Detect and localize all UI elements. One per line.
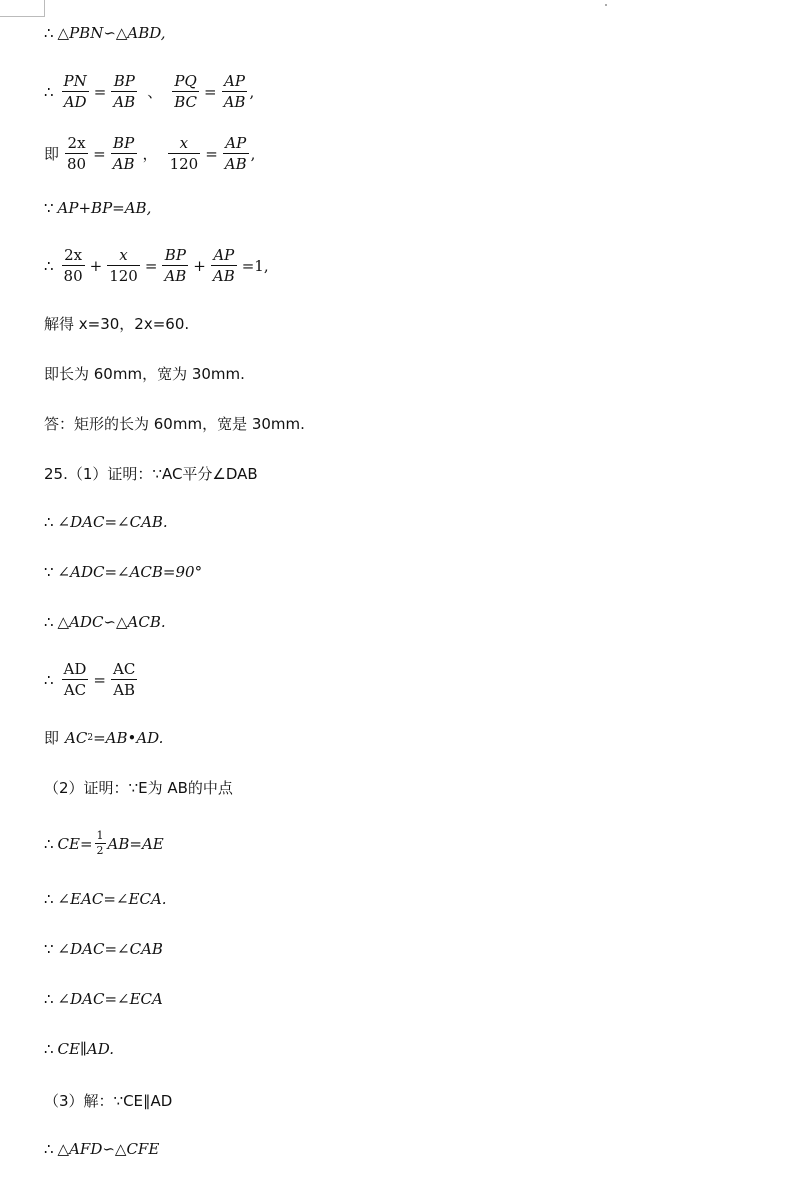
line-text: △ADC∽△ACB.: [57, 613, 166, 631]
fraction: [107, 246, 140, 285]
fraction: [62, 72, 89, 111]
numerator: BP: [113, 134, 135, 152]
solution-line: [44, 890, 167, 908]
therefore-symbol: ∴: [44, 24, 54, 42]
because-symbol: ∵: [44, 563, 54, 581]
answer-line: [44, 413, 305, 434]
numerator: BP: [113, 72, 135, 90]
problem-heading: [44, 463, 258, 484]
problem-heading: [44, 1090, 172, 1111]
fraction: [168, 134, 201, 173]
numerator: AP: [213, 246, 235, 264]
denominator: 80: [63, 267, 83, 285]
expr-part: AB=AE: [107, 834, 164, 853]
fraction: [111, 134, 137, 173]
line-text: （3）解：∵CE∥AD: [44, 1092, 173, 1110]
line-text: ∠DAC=∠ECA: [57, 990, 163, 1008]
fraction: [172, 72, 199, 111]
denominator: BC: [174, 93, 197, 111]
solution-line: [44, 727, 163, 748]
denominator: AB: [112, 155, 135, 173]
solution-line: [44, 199, 151, 217]
numerator: 2x: [67, 134, 86, 152]
numerator: BP: [164, 246, 186, 264]
fraction: [111, 72, 137, 111]
because-symbol: ∵: [44, 199, 54, 217]
expr-part: CE=: [57, 834, 93, 853]
numerator: PN: [63, 72, 87, 90]
plus-sign: +: [89, 256, 103, 275]
numerator: AP: [225, 134, 247, 152]
line-text: （2）证明：∵E为 AB的中点: [44, 779, 233, 797]
fraction: [95, 830, 106, 857]
because-symbol: ∵: [44, 940, 54, 958]
problem-heading: [44, 777, 233, 798]
therefore-symbol: ∴: [44, 513, 54, 531]
line-text: 解得 x=30，2x=60.: [44, 315, 190, 333]
therefore-symbol: ∴: [44, 990, 54, 1008]
page-corner-mark: [0, 0, 45, 17]
solution-line: [44, 363, 245, 384]
fraction: [62, 660, 89, 699]
numerator: AP: [224, 72, 245, 90]
therefore-symbol: ∴: [44, 670, 54, 689]
punctuation: ,: [249, 82, 255, 101]
equation-tail: =1,: [241, 256, 269, 275]
numerator: AC: [112, 660, 136, 678]
numerator: 2x: [64, 246, 83, 264]
equals-sign: =: [93, 670, 106, 689]
denominator: 2: [96, 844, 104, 857]
denominator: AB: [164, 267, 187, 285]
denominator: AD: [63, 93, 87, 111]
therefore-symbol: ∴: [44, 256, 54, 275]
denominator: AB: [113, 93, 136, 111]
solution-line: [44, 24, 166, 42]
plus-sign: +: [193, 256, 206, 275]
denominator: AB: [113, 681, 136, 699]
expr-part: AC: [65, 728, 88, 747]
solution-line: [44, 990, 163, 1008]
equals-sign: =: [205, 144, 218, 163]
numerator: PQ: [174, 72, 197, 90]
therefore-symbol: ∴: [44, 613, 54, 631]
exponent: 2: [87, 732, 94, 743]
lead-word: 即: [44, 145, 60, 163]
fraction: [62, 246, 85, 285]
denominator: 120: [109, 267, 138, 285]
line-text: ∠EAC=∠ECA.: [57, 890, 167, 908]
fraction: [223, 134, 249, 173]
fraction: [162, 246, 188, 285]
numerator: 1: [96, 829, 104, 842]
equals-sign: =: [93, 144, 106, 163]
line-text: ∠DAC=∠CAB.: [57, 513, 168, 531]
therefore-symbol: ∴: [44, 1040, 54, 1058]
solution-line: [44, 660, 139, 699]
therefore-symbol: ∴: [44, 1140, 54, 1158]
line-text: △AFD∽△CFE: [57, 1140, 160, 1158]
solution-line: [44, 613, 166, 631]
fraction: [65, 134, 88, 173]
denominator: 120: [169, 155, 199, 173]
punctuation: ,: [250, 144, 256, 163]
fraction: [211, 246, 237, 285]
solution-line: [44, 563, 202, 581]
line-text: 即长为 60mm，宽为 30mm.: [44, 365, 245, 383]
denominator: AB: [223, 93, 246, 111]
solution-line: [44, 940, 163, 958]
solution-line: [44, 313, 189, 334]
separator: ，: [142, 145, 158, 163]
denominator: AB: [224, 155, 247, 173]
numerator: AD: [63, 660, 87, 678]
equals-sign: =: [204, 82, 217, 101]
denominator: 80: [67, 155, 87, 173]
separator: 、: [147, 83, 163, 101]
denominator: AB: [212, 267, 235, 285]
lead-word: 即: [44, 729, 60, 747]
fraction: [222, 72, 248, 111]
denominator: AC: [63, 681, 87, 699]
therefore-symbol: ∴: [44, 890, 54, 908]
line-text: ∠ADC=∠ACB=90°: [57, 563, 203, 581]
numerator: x: [179, 134, 189, 152]
equals-sign: =: [144, 256, 158, 275]
equals-sign: =: [93, 82, 107, 101]
therefore-symbol: ∴: [44, 834, 54, 853]
solution-line: [44, 830, 164, 857]
therefore-symbol: ∴: [44, 82, 54, 101]
line-text: △PBN∽△ABD,: [57, 24, 166, 42]
solution-line: [44, 1040, 114, 1058]
expr-part: =AB•AD.: [93, 728, 164, 747]
solution-line: [44, 246, 269, 285]
line-text: CE∥AD.: [57, 1040, 114, 1058]
solution-line: [44, 72, 254, 111]
line-text: 25.（1）证明：∵AC平分∠DAB: [44, 465, 258, 483]
solution-line: [44, 134, 255, 173]
line-text: AP+BP=AB,: [57, 199, 152, 217]
numerator: x: [119, 246, 128, 264]
solution-line: [44, 1140, 159, 1158]
solution-line: [44, 513, 168, 531]
page-dot: [605, 4, 607, 6]
line-text: ∠DAC=∠CAB: [57, 940, 163, 958]
fraction: [111, 660, 137, 699]
line-text: 答：矩形的长为 60mm，宽是 30mm.: [44, 415, 305, 433]
